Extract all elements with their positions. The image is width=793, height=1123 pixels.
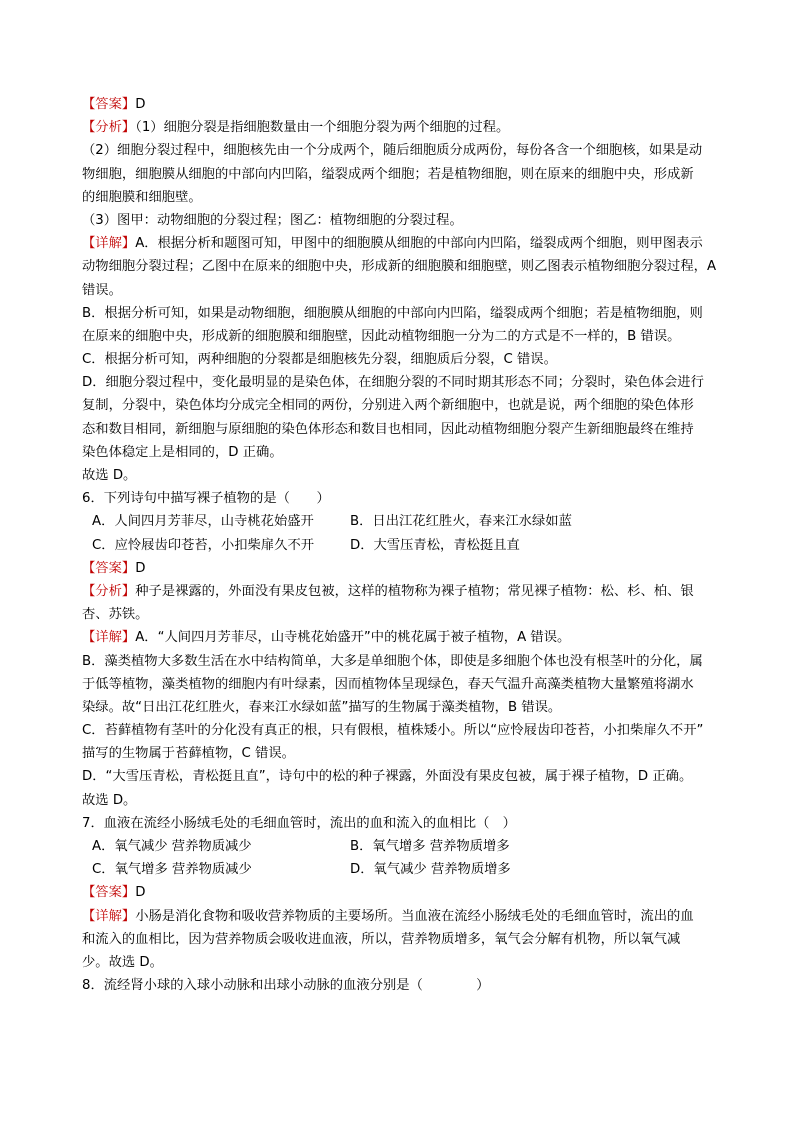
q6-detail-line: 故选 D。 [82, 792, 137, 808]
q6-option-c: C．应怜屐齿印苍苔，小扣柴扉久不开 [92, 537, 315, 553]
q6-detail-line: 染绿。故“日出江花红胜火，春来江水绿如蓝”描写的生物属于藻类植物，B 错误。 [82, 699, 562, 715]
answer-tag: 【答案】 [82, 560, 136, 576]
detail-text: A．“人间四月芳菲尽，山寺桃花始盛开”中的桃花属于被子植物，A 错误。 [135, 630, 571, 646]
document-page [82, 93, 722, 997]
q6-stem: 6．下列诗句中描写裸子植物的是（ ） [82, 491, 330, 507]
answer-tag: 【答案】 [82, 885, 136, 901]
q7-answer [82, 881, 722, 904]
q6-answer [82, 557, 722, 580]
detail-text: 小肠是消化食物和吸收营养物质的主要场所。当血液在流经小肠绒毛处的毛细血管时，流出的血 [135, 908, 694, 924]
q8-stem: 8．流经肾小球的入球小动脉和出球小动脉的血液分别是（ ） [82, 978, 490, 994]
q5-analysis-line [82, 116, 722, 139]
q5-detail-line: 动物细胞分裂过程；乙图中在原来的细胞中央，形成新的细胞膜和细胞壁，则乙图表示植物细胞分裂过程，A [82, 259, 717, 275]
q6-detail-line [82, 626, 722, 649]
q7-option-b: B．氧气增多 营养物质增多 [350, 839, 510, 854]
q6-detail-line: 描写的生物属于苔藓植物，C 错误。 [82, 746, 295, 762]
q7-option-c: C．氧气增多 营养物质减少 [92, 862, 252, 878]
q6-detail-line: B．藻类植物大多数生活在水中结构简单，大多是单细胞个体，即使是多细胞个体也没有根茎叶的分化，属 [82, 653, 703, 669]
detail-tag: 【详解】 [82, 236, 136, 252]
detail-tag: 【详解】 [82, 908, 136, 924]
answer-tag: 【答案】 [82, 97, 136, 112]
analysis-tag: 【分析】 [82, 583, 136, 599]
q5-detail-line: 态和数目相同，新细胞与原细胞的染色体形态和数目也相同，因此动植物细胞分裂产生新细胞最终在维持 [82, 421, 694, 437]
q5-detail-line [82, 232, 722, 255]
q5-detail-line: C．根据分析可知，两种细胞的分裂都是细胞核先分裂，细胞质后分裂，C 错误。 [82, 352, 557, 368]
q5-analysis-line: （2）细胞分裂过程中，细胞核先由一个分成两个，随后细胞质分成两份，每份各含一个细胞核，如果是动 [82, 143, 703, 159]
q7-detail-line [82, 905, 722, 928]
detail-text: A．根据分析和题图可知，甲图中的细胞膜从细胞的中部向内凹陷，缢裂成两个细胞，则甲图表示 [135, 236, 703, 252]
q7-options-row [82, 835, 722, 858]
q6-option-a: A．人间四月芳菲尽，山寺桃花始盛开 [92, 514, 314, 530]
q6-detail-line: C．苔藓植物有茎叶的分化没有真正的根，只有假根，植株矮小。所以“应怜屐齿印苍苔，小扣柴扉久不开” [82, 723, 704, 739]
q7-stem: 7．血液在流经小肠绒毛处的毛细血管时，流出的血和流入的血相比（ ） [82, 815, 516, 831]
q5-detail-line: 错误。 [82, 282, 122, 298]
q5-analysis-line: （3）图甲：动物细胞的分裂过程；图乙：植物细胞的分裂过程。 [82, 212, 463, 228]
q6-options-row [82, 510, 722, 533]
q7-options-row [82, 858, 722, 881]
q5-detail-line: 故选 D。 [82, 468, 137, 483]
q6-detail-line: 于低等植物，藻类植物的细胞内有叶绿素，因而植物体呈现绿色，春天气温升高藻类植物大量繁殖将湖水 [82, 676, 694, 692]
q6-analysis-line [82, 580, 722, 603]
q5-detail-line: 复制，分裂中，染色体均分成完全相同的两份，分别进入两个新细胞中，也就是说，两个细胞的染色体形 [82, 398, 694, 414]
q7-detail-line: 少。故选 D。 [82, 954, 163, 970]
q5-analysis-line: 物细胞，细胞膜从细胞的中部向内凹陷，缢裂成两个细胞；若是植物细胞，则在原来的细胞中央，形成新 [82, 166, 694, 182]
analysis-text: （1）细胞分裂是指细胞数量由一个细胞分裂为两个细胞的过程。 [135, 120, 510, 136]
q6-options-row [82, 534, 722, 557]
answer-value: D [135, 560, 146, 576]
q6-option-d: D．大雪压青松，青松挺且直 [350, 537, 520, 553]
answer-value: D [135, 885, 146, 901]
q5-detail-line: B．根据分析可知，如果是动物细胞，细胞膜从细胞的中部向内凹陷，缢裂成两个细胞；若是植物细胞，则 [82, 305, 703, 321]
q6-option-b: B．日出江花红胜火，春来江水绿如蓝 [350, 514, 572, 530]
q6-detail-line: D．“大雪压青松，青松挺且直”，诗句中的松的种子裸露，外面没有果皮包被，属于裸子植物，D 正确。 [82, 769, 693, 785]
detail-tag: 【详解】 [82, 630, 136, 646]
q5-detail-line: 染色体稳定上是相同的，D 正确。 [82, 444, 283, 460]
q7-detail-line: 和流入的血相比，因为营养物质会吸收进血液，所以，营养物质增多，氧气会分解有机物，所以氧气减 [82, 931, 681, 947]
analysis-text: 种子是裸露的，外面没有果皮包被，这样的植物称为裸子植物；常见裸子植物：松、杉、柏、银 [135, 583, 694, 599]
q5-answer [82, 93, 722, 116]
q6-analysis-line: 杏、苏铁。 [82, 607, 149, 623]
answer-value: D [135, 97, 146, 112]
q7-option-d: D．氧气减少 营养物质增多 [350, 862, 511, 878]
q5-detail-line: 在原来的细胞中央，形成新的细胞膜和细胞壁，因此动植物细胞一分为二的方式是不一样的，B 错误。 [82, 328, 681, 344]
q7-option-a: A．氧气减少 营养物质减少 [92, 839, 252, 854]
q5-detail-line: D．细胞分裂过程中，变化最明显的是染色体，在细胞分裂的不同时期其形态不同；分裂时，染色体会进行 [82, 375, 704, 391]
analysis-tag: 【分析】 [82, 120, 136, 136]
q5-analysis-line: 的细胞膜和细胞壁。 [82, 189, 202, 205]
